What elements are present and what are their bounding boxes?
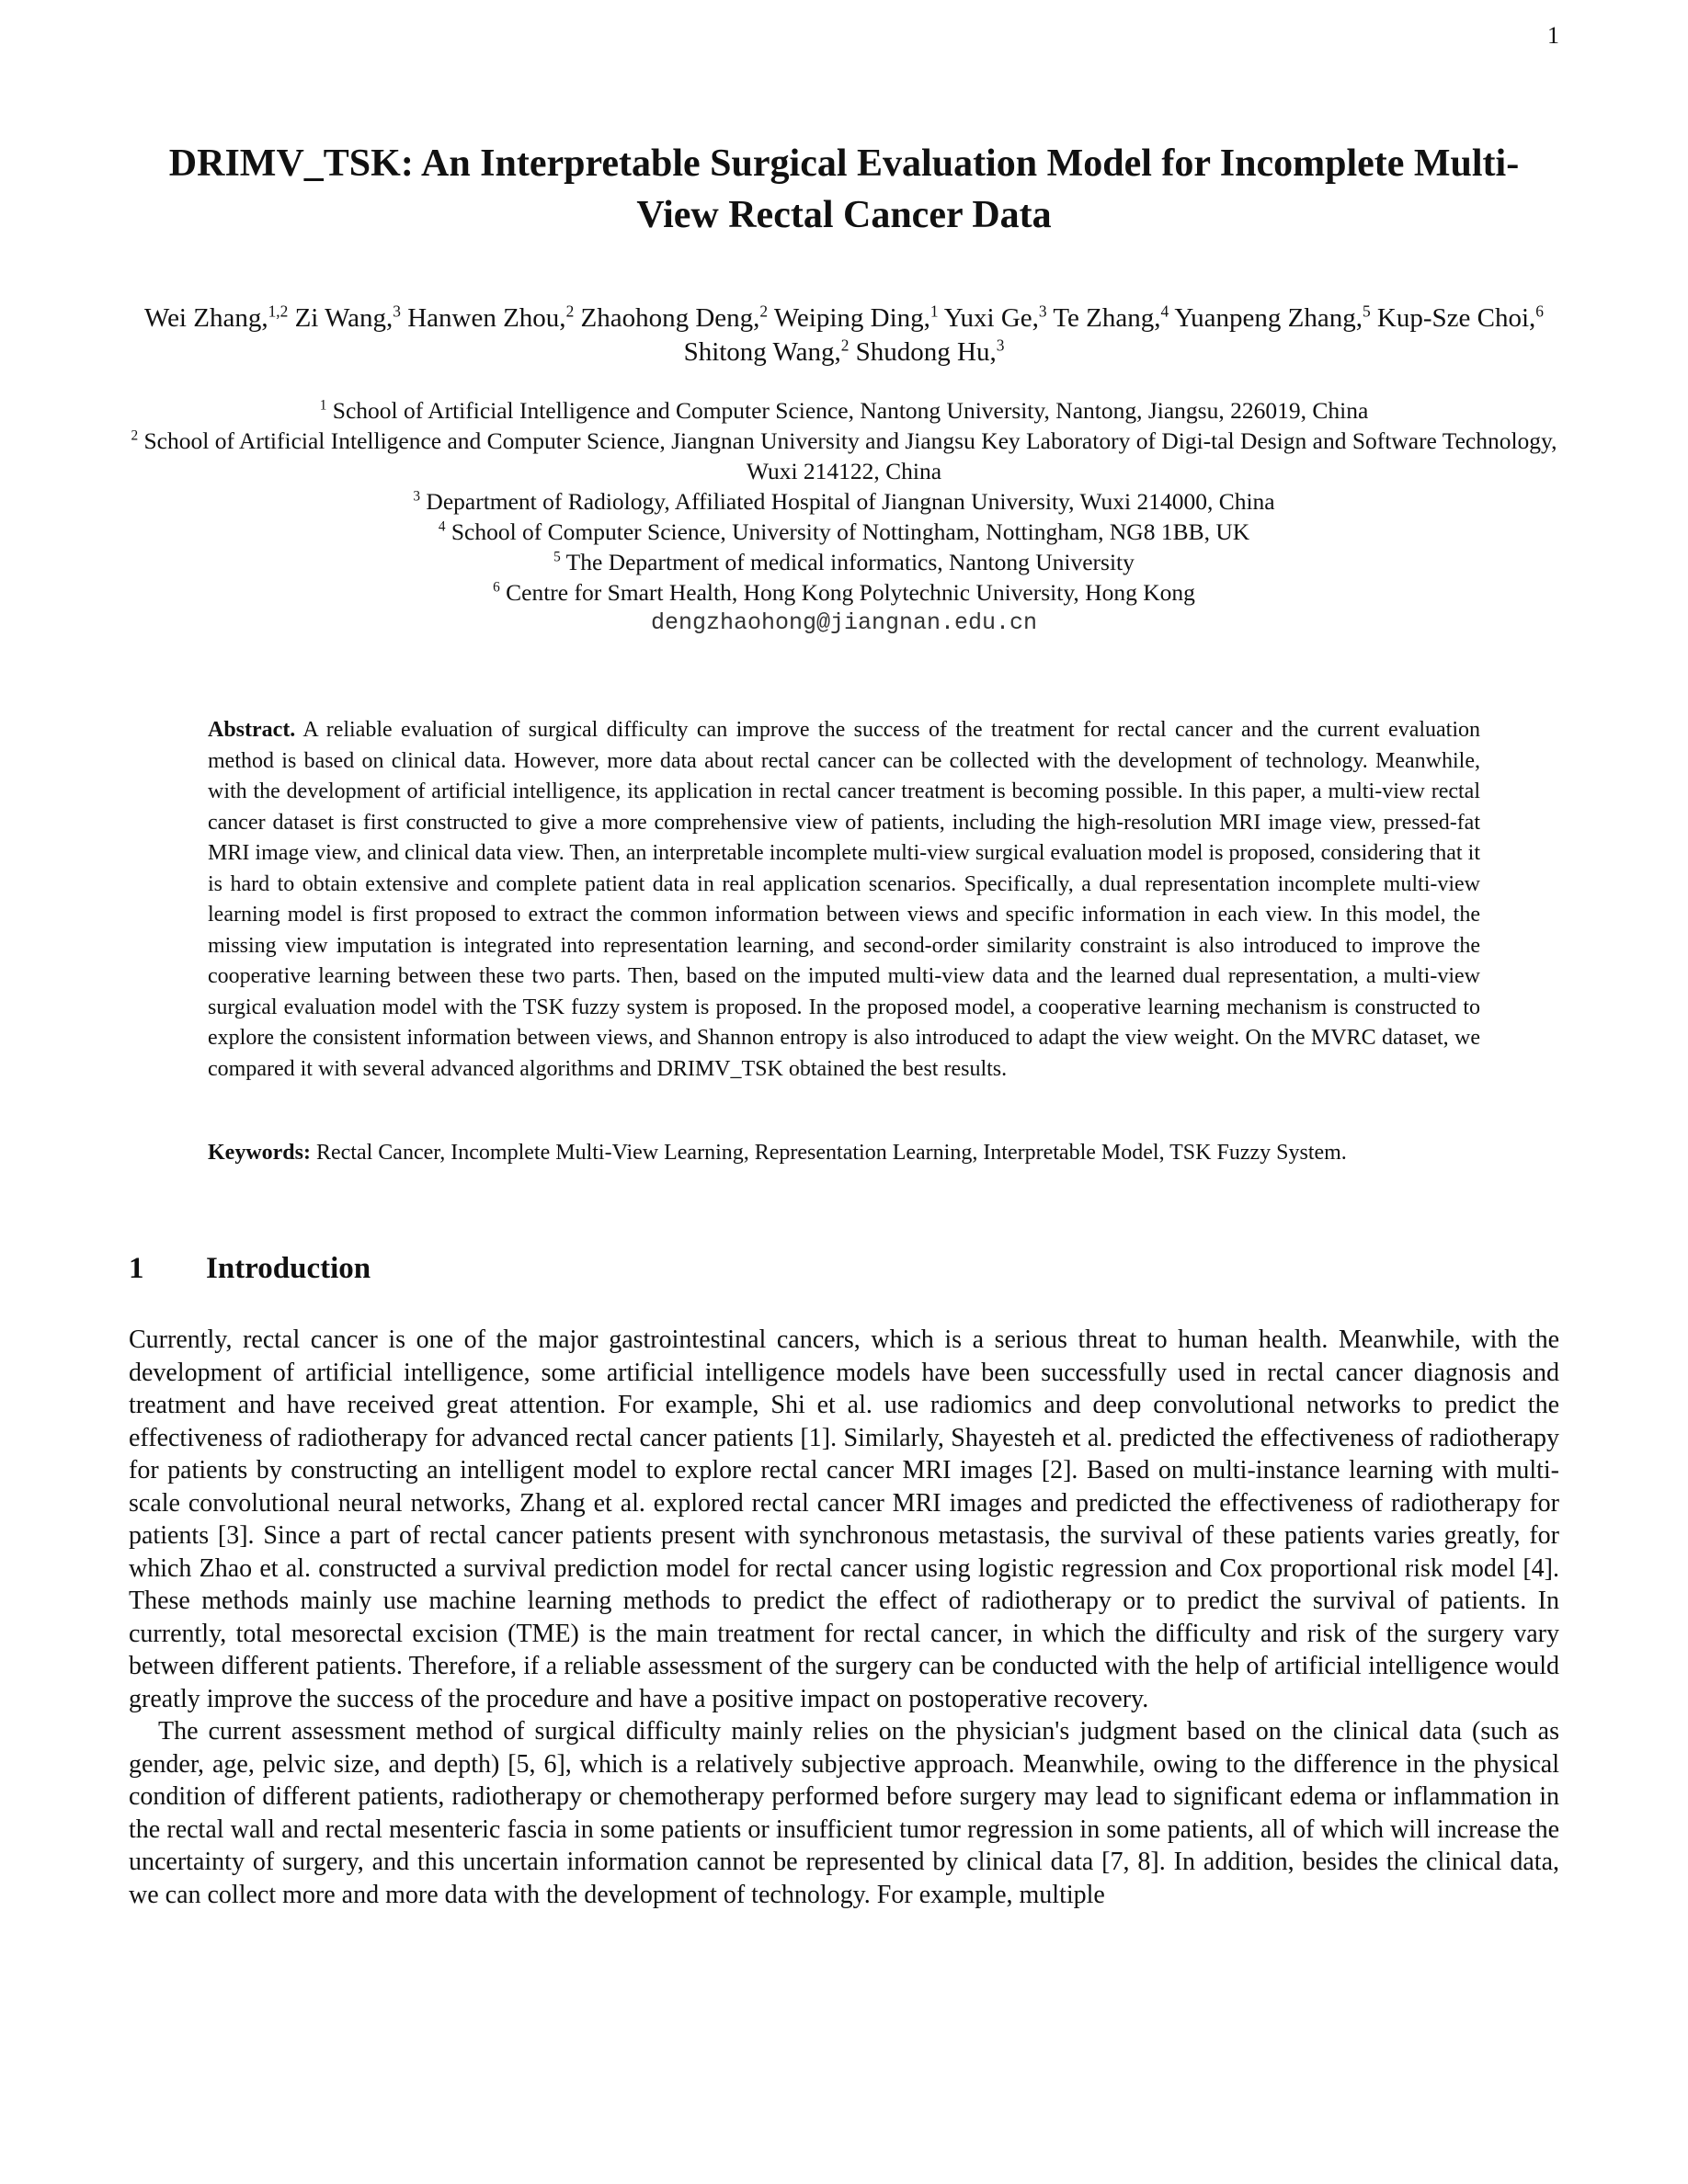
author: Shitong Wang,$^2$ [683, 336, 850, 367]
paragraph: The current assessment method of surgical difficulty mainly relies on the physician's judgment based on the clinical data (such as gender, age, pelvic size, and depth) [5, 6], which is a relatively subjective approach. Meanwhile, owing to the difference in the physical condition of different patients, radiotherapy or chemotherapy performed before surgery may lead to significant edema or inflammation in the rectal wall and rectal mesenteric fascia in some patients or insufficient tumor regression in some patients, all of which will increase the uncertainty of surgery, and this uncertain information cannot be represented by clinical data [7, 8]. In addition, besides the clinical data, we can collect more and more data with the development of technology. For example, multiple [129, 1717, 1559, 1909]
introduction-body [129, 1324, 1559, 1911]
author: Weiping Ding,$^1$ [773, 301, 939, 333]
author: Wei Zhang,$^{1,2}$ [144, 301, 289, 333]
author: Yuxi Ge,$^3$ [943, 301, 1047, 333]
abstract-label: Abstract. [208, 718, 296, 742]
affiliation: $^4$ School of Computer Science, University of Nottingham, Nottingham, NG8 1BB, UK [438, 518, 1250, 545]
paper-title: DRIMV_TSK: An Interpretable Surgical Evaluation Model for Incomplete Multi-View Rectal Cancer Data [168, 142, 1520, 236]
keywords-label: Keywords: [208, 1141, 311, 1165]
affiliation: $^5$ The Department of medical informatics, Nantong University [553, 549, 1135, 575]
paragraph: Currently, rectal cancer is one of the major gastrointestinal cancers, which is a serious threat to human health. Meanwhile, with the development of artificial intelligence, some artificial intelligence models have been successfully used in rectal cancer diagnosis and treatment and have received great attention. For example, Shi et al. use radiomics and deep convolutional networks to predict the effectiveness of radiotherapy for advanced rectal cancer patients [1]. Similarly, Shayesteh et al. predicted the effectiveness of radiotherapy for patients by constructing an intelligent model to explore rectal cancer MRI images [2]. Based on multi-instance learning with multi-scale convolutional neural networks, Zhang et al. explored rectal cancer MRI images and predicted the effectiveness of radiotherapy for patients [3]. Since a part of rectal cancer patients present with synchronous metastasis, the survival of these patients varies greatly, for which Zhao et al. constructed a survival prediction model for rectal cancer using logistic regression and Cox proportional risk model [4]. These methods mainly use machine learning methods to predict the effect of radiotherapy or to predict the survival of patients. In currently, total mesorectal excision (TME) is the main treatment for rectal cancer, in which the difficulty and risk of the surgery vary between different patients. Therefore, if a reliable assessment of the surgery can be conducted with the help of artificial intelligence would greatly improve the success of the procedure and have a positive impact on postoperative recovery. [129, 1325, 1559, 1713]
affiliation: $^1$ School of Artificial Intelligence and Computer Science, Nantong University, Nantong, Jiangsu, 226019, China [319, 397, 1369, 424]
author: Te Zhang,$^4$ [1053, 301, 1169, 333]
affiliation-list [129, 395, 1559, 638]
author: Zi Wang,$^3$ [294, 301, 401, 333]
affiliation: $^3$ Department of Radiology, Affiliated Hospital of Jiangnan University, Wuxi 214000, China [413, 488, 1275, 515]
author: Hanwen Zhou,$^2$ [407, 301, 575, 333]
page-number: 1 [1547, 22, 1559, 49]
affiliation: $^2$ School of Artificial Intelligence and Computer Science, Jiangnan University and Jiangsu Key Laboratory of Digi-tal Design and Software Technology, Wuxi 214122, China [131, 427, 1557, 484]
affiliation: $^6$ Centre for Smart Health, Hong Kong Polytechnic University, Hong Kong [493, 579, 1195, 606]
section-number: 1 [129, 1252, 144, 1285]
author: Yuanpeng Zhang,$^5$ [1174, 301, 1371, 333]
keywords [208, 1138, 1480, 1169]
keywords-text: Rectal Cancer, Incomplete Multi-View Learning, Representation Learning, Interpretable Model, TSK Fuzzy System. [310, 1141, 1347, 1165]
author: Shudong Hu,$^3$ [855, 336, 1005, 367]
author-list [129, 301, 1559, 370]
author: Zhaohong Deng,$^2$ [580, 301, 769, 333]
section-title: Introduction [206, 1252, 371, 1285]
abstract-text: A reliable evaluation of surgical difficulty can improve the success of the treatment for rectal cancer and the current evaluation method is based on clinical data. However, more data about rectal cancer can be collected with the development of technology. Meanwhile, with the development of artificial intelligence, its application in rectal cancer treatment is becoming possible. In this paper, a multi-view rectal cancer dataset is first constructed to give a more comprehensive view of patients, including the high-resolution MRI image view, pressed-fat MRI image view, and clinical data view. Then, an interpretable incomplete multi-view surgical evaluation model is proposed, considering that it is hard to obtain extensive and complete patient data in real application scenarios. Specifically, a dual representation incomplete multi-view learning model is first proposed to extract the common information between views and specific information in each view. In this model, the missing view imputation is integrated into representation learning, and second-order similarity constraint is also introduced to improve the cooperative learning between these two parts. Then, based on the imputed multi-view data and the learned dual representation, a multi-view surgical evaluation model with the TSK fuzzy system is proposed. In the proposed model, a cooperative learning mechanism is constructed to explore the consistent information between views, and Shannon entropy is also introduced to adapt the view weight. On the MVRC dataset, we compared it with several advanced algorithms and DRIMV_TSK obtained the best results. [208, 718, 1480, 1081]
abstract [208, 715, 1480, 1085]
author: Kup-Sze Choi,$^6$ [1376, 301, 1544, 333]
section-heading [129, 1252, 371, 1286]
corresponding-email: dengzhaohong@jiangnan.edu.cn [650, 609, 1038, 636]
